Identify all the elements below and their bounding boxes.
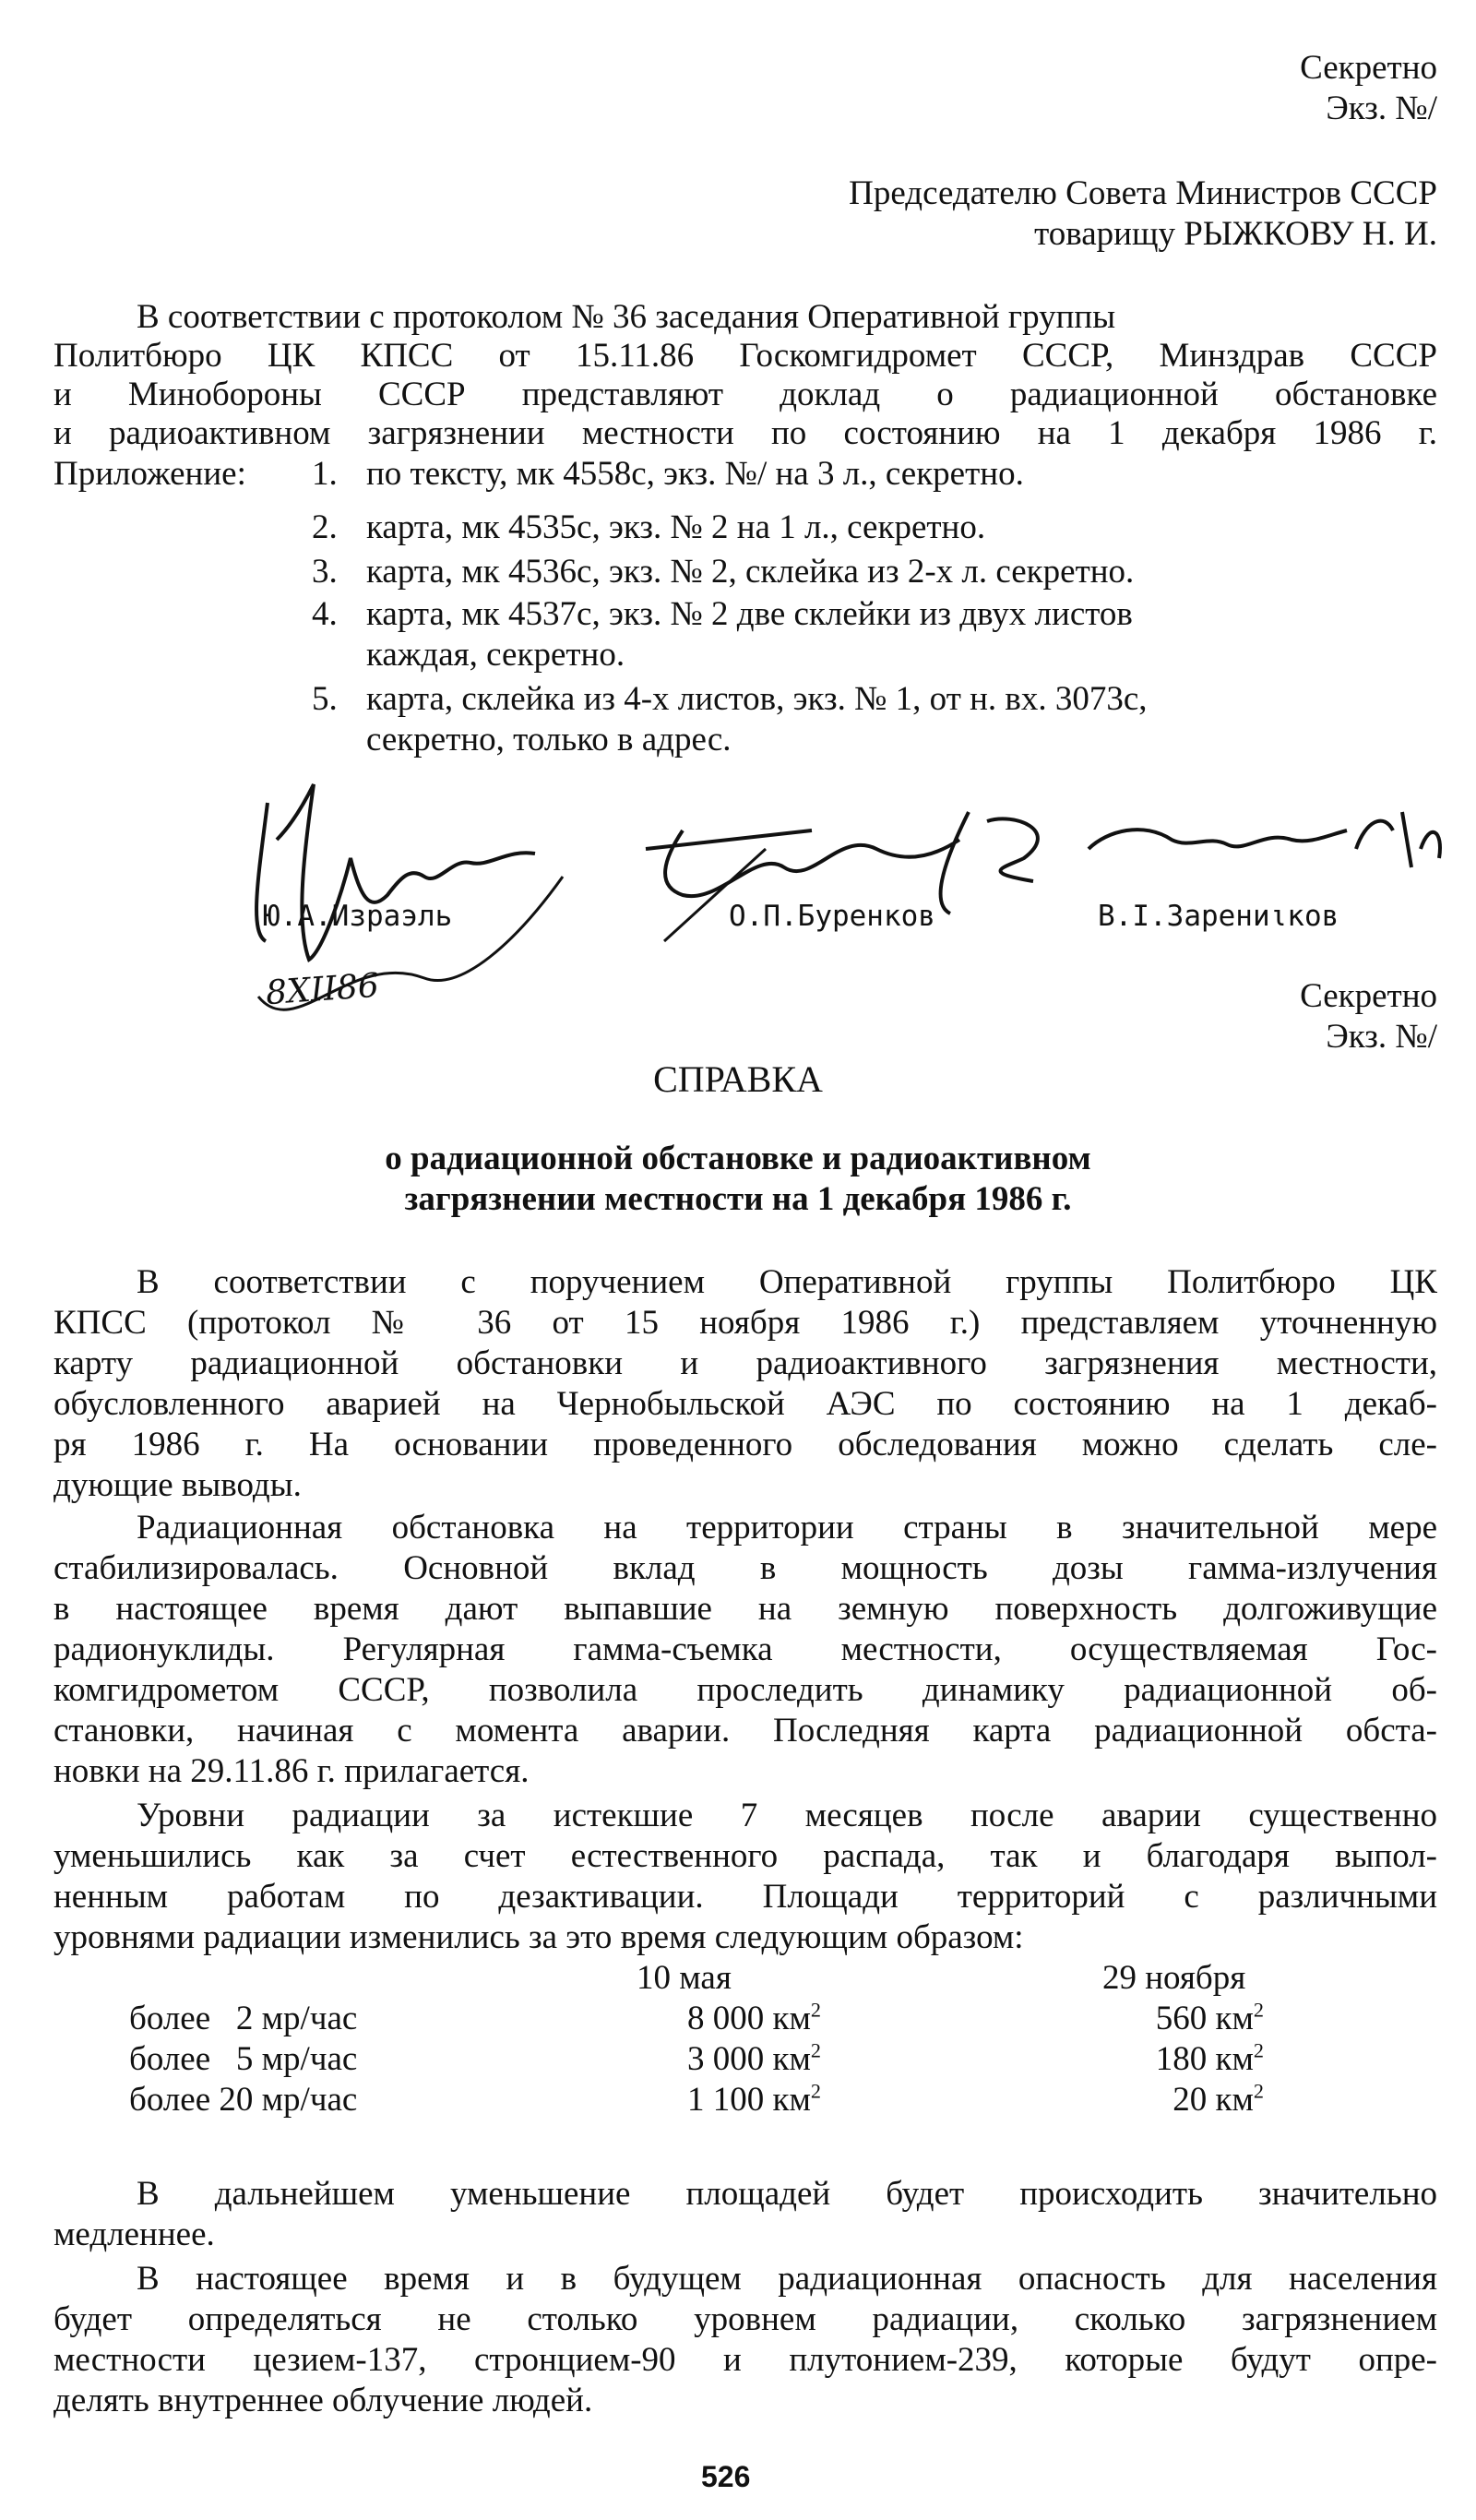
table-cell-may: 8 000 $км^2$	[687, 1998, 821, 2037]
table-cell-november: 560 $км^2$	[1155, 1998, 1264, 2037]
paragraph-line: в настоящее время дают выпавшие на земную поверхность долгоживущие	[54, 1590, 1437, 1628]
paragraph-line: КПСС (протокол № 36 от 15 ноября 1986 г.) представляем уточненную	[54, 1304, 1437, 1342]
paragraph-line: Уровни радиации за истекшие 7 месяцев после аварии существенно	[137, 1797, 1437, 1834]
paragraph-line: ря 1986 г. На основании проведенного обследования можно сделать сле-	[54, 1426, 1437, 1463]
table-row-label: более 2 мр/час	[129, 2000, 358, 2037]
appendix-item-text: секретно, только в адрес.	[366, 721, 732, 758]
signatory-name-zarenkov: В.І.Зарениιков	[1098, 900, 1339, 933]
table-cell-november: 180 $км^2$	[1155, 2038, 1264, 2078]
paragraph-line: новки на 29.11.86 г. прилагается.	[54, 1752, 530, 1790]
paragraph-line: стабилизировалась. Основной вклад в мощность дозы гамма-излучения	[54, 1549, 1437, 1587]
appendix-item-number: 1.	[312, 455, 338, 493]
copy-number: Экз. №/	[1326, 90, 1437, 127]
appendix-item-text: карта, мк 4536с, экз. № 2, склейка из 2-х л. секретно.	[366, 553, 1135, 591]
table-row-label: более 5 мр/час	[129, 2040, 358, 2078]
document-subtitle-line-1: о радиационной обстановке и радиоактивном	[385, 1140, 1091, 1177]
table-cell-november: 20 $км^2$	[1172, 2079, 1264, 2119]
paragraph-line: делять внутреннее облучение людей.	[54, 2382, 593, 2419]
paragraph-line: В настоящее время и в будущем радиационная опасность для населения	[137, 2260, 1437, 2298]
appendix-item-text: карта, мк 4537с, экз. № 2 две склейки из двух листов	[366, 595, 1133, 633]
signatory-name-izrael: Ю.А.Израэль	[263, 900, 453, 933]
letter-line: Политбюро ЦК КПСС от 15.11.86 Госкомгидромет СССР, Минздрав СССР	[54, 337, 1437, 375]
paragraph-line: комгидрометом СССР, позволила проследить динамику радиационной об-	[54, 1671, 1437, 1709]
paragraph-line: становки, начиная с момента аварии. Последняя карта радиационной обста-	[54, 1712, 1437, 1750]
appendix-item-text: карта, склейка из 4-х листов, экз. № 1, от н. вх. 3073с,	[366, 680, 1148, 718]
paragraph-line: В дальнейшем уменьшение площадей будет происходить значительно	[137, 2175, 1437, 2213]
document-title: СПРАВКА	[653, 1058, 823, 1100]
paragraph-line: карту радиационной обстановки и радиоактивного загрязнения местности,	[54, 1344, 1437, 1382]
appendix-item-text: карта, мк 4535с, экз. № 2 на 1 л., секретно.	[366, 508, 986, 546]
table-header-november: 29 ноября	[1102, 1959, 1246, 1997]
signature-zarenkov	[1079, 794, 1448, 904]
document-subtitle-line-2: загрязнении местности на 1 декабря 1986 г.	[404, 1180, 1072, 1218]
paragraph-line: будет определяться не столько уровнем радиации, сколько загрязнением	[54, 2300, 1437, 2338]
appendix-item-text: каждая, секретно.	[366, 636, 625, 674]
appendix-item-number: 2.	[312, 508, 338, 546]
letter-line: и Минобороны СССР представляют доклад о радиационной обстановке	[54, 376, 1437, 413]
table-cell-may: 3 000 $км^2$	[687, 2038, 821, 2078]
paragraph-line: обусловленного аварией на Чернобыльской АЭС по состоянию на 1 декаб-	[54, 1385, 1437, 1423]
letter-line: В соответствии с протоколом № 36 заседания Оперативной группы	[137, 298, 1116, 336]
paragraph-line: ненным работам по дезактивации. Площади территорий с различными	[54, 1878, 1437, 1916]
paragraph-line: радионуклиды. Регулярная гамма-съемка местности, осуществляемая Гос-	[54, 1630, 1437, 1668]
appendix-item-text: по тексту, мк 4558с, экз. №/ на 3 л., секретно.	[366, 455, 1024, 493]
paragraph-line: дующие выводы.	[54, 1466, 302, 1504]
appendix-item-number: 3.	[312, 553, 338, 591]
copy-number: Экз. №/	[1326, 1018, 1437, 1056]
handwritten-date: 8ХII86	[264, 966, 381, 1013]
paragraph-line: уровнями радиации изменились за это время следующим образом:	[54, 1918, 1024, 1956]
secret-stamp: Секретно	[1300, 49, 1437, 87]
paragraph-line: уменьшились как за счет естественного распада, так и благодаря выпол-	[54, 1837, 1437, 1875]
paragraph-line: медленнее.	[54, 2215, 215, 2253]
secret-stamp: Секретно	[1300, 977, 1437, 1015]
addressee-line-1: Председателю Совета Министров СССР	[849, 174, 1437, 212]
signatory-name-burenkov: О.П.Буренков	[729, 900, 935, 933]
paragraph-line: В соответствии с поручением Оперативной группы Политбюро ЦК	[137, 1263, 1437, 1301]
appendix-item-number: 5.	[312, 680, 338, 718]
table-header-may: 10 мая	[637, 1959, 732, 1997]
paragraph-line: Радиационная обстановка на территории страны в значительной мере	[137, 1509, 1437, 1547]
appendix-item-number: 4.	[312, 595, 338, 633]
table-row-label: более 20 мр/час	[129, 2081, 358, 2119]
letter-line: и радиоактивном загрязнении местности по состоянию на 1 декабря 1986 г.	[54, 414, 1437, 452]
page-number: 526	[701, 2460, 751, 2493]
addressee-line-2: товарищу РЫЖКОВУ Н. И.	[1034, 215, 1437, 253]
paragraph-line: местности цезием-137, стронцием-90 и плутонием-239, которые будут опре-	[54, 2341, 1437, 2379]
appendix-label: Приложение:	[54, 455, 246, 493]
table-cell-may: 1 100 $км^2$	[687, 2079, 821, 2119]
